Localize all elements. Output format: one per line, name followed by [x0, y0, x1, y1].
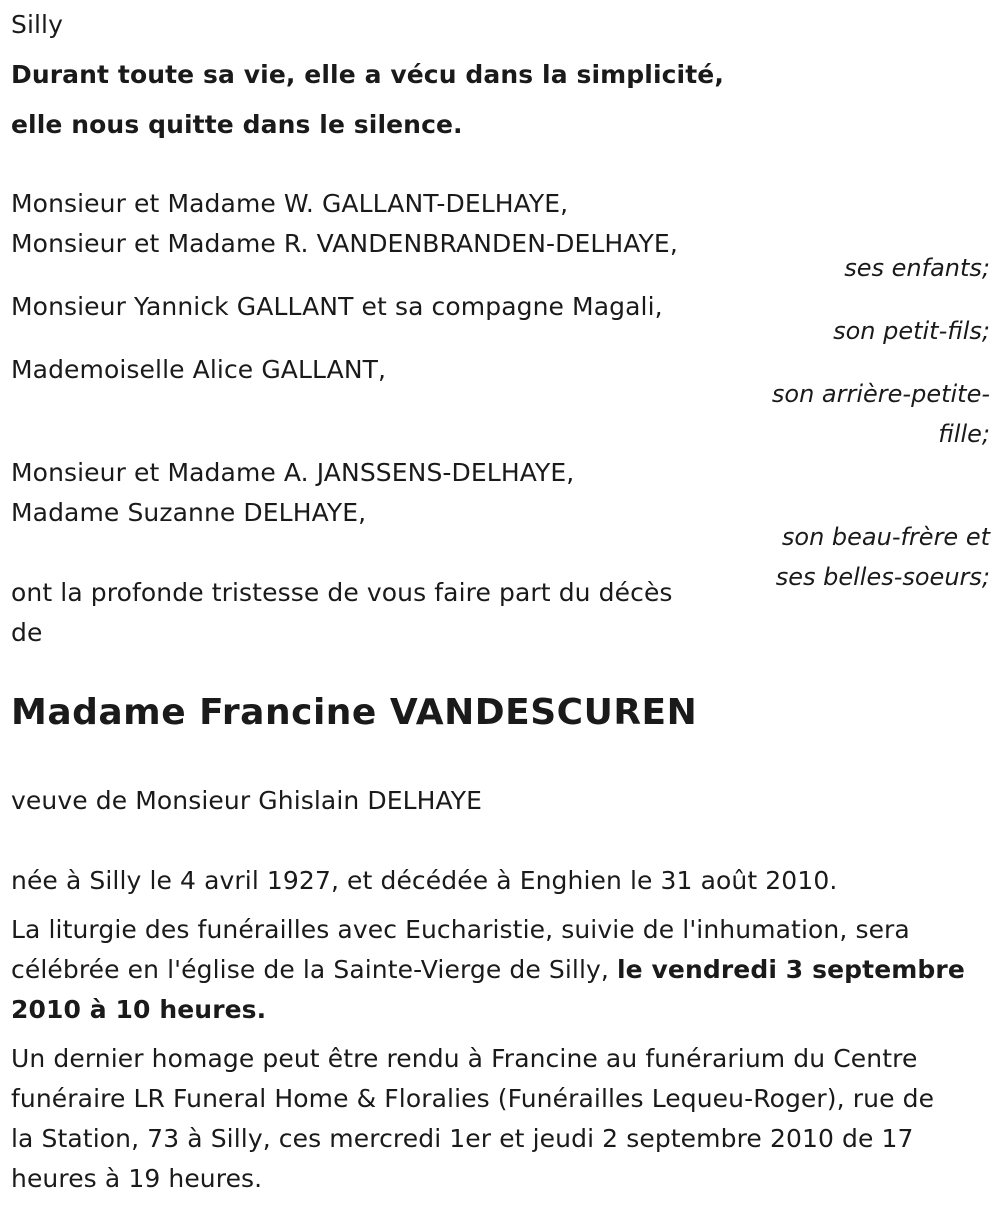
town-label: Silly: [11, 10, 64, 39]
children-role: ses enfants;: [844, 254, 990, 282]
liturgy-line-1: La liturgie des funérailles avec Eucharistie, suivie de l'inhumation, sera: [11, 915, 910, 944]
liturgy-line-2-regular: célébrée en l'église de la Sainte-Vierge de Silly,: [11, 955, 617, 984]
homage-line-1: Un dernier homage peut être rendu à Francine au funérarium du Centre: [11, 1044, 918, 1073]
birth-death: née à Silly le 4 avril 1927, et décédée à Enghien le 31 août 2010.: [11, 866, 838, 895]
announcement-line-1: ont la profonde tristesse de vous faire part du décès: [11, 578, 673, 607]
children-name-2: Monsieur et Madame R. VANDENBRANDEN-DELHAYE,: [11, 229, 678, 258]
in-laws-name-2: Madame Suzanne DELHAYE,: [11, 498, 367, 527]
grandson-name: Monsieur Yannick GALLANT et sa compagne Magali,: [11, 292, 663, 321]
quote-line-1: Durant toute sa vie, elle a vécu dans la simplicité,: [11, 60, 724, 89]
homage-line-2: funéraire LR Funeral Home & Floralies (Funérailles Lequeu-Roger), rue de: [11, 1084, 935, 1113]
liturgy-line-3: 2010 à 10 heures.: [11, 995, 267, 1024]
grandson-role: son petit-fils;: [833, 317, 990, 345]
homage-line-3: la Station, 73 à Silly, ces mercredi 1er et jeudi 2 septembre 2010 de 17: [11, 1124, 914, 1153]
liturgy-date-bold: le vendredi 3 septembre: [616, 955, 965, 984]
in-laws-name-1: Monsieur et Madame A. JANSSENS-DELHAYE,: [11, 458, 575, 487]
great-granddaughter-role-line-1: son arrière-petite-: [771, 380, 990, 408]
announcement-line-2: de: [11, 618, 43, 647]
great-granddaughter-name: Mademoiselle Alice GALLANT,: [11, 355, 387, 384]
in-laws-role-line-1: son beau-frère et: [781, 523, 990, 551]
quote-line-2: elle nous quitte dans le silence.: [11, 110, 463, 139]
widow-of: veuve de Monsieur Ghislain DELHAYE: [11, 786, 483, 815]
children-name-1: Monsieur et Madame W. GALLANT-DELHAYE,: [11, 189, 569, 218]
deceased-name: Madame Francine VANDESCUREN: [11, 692, 698, 733]
homage-line-4: heures à 19 heures.: [11, 1164, 263, 1193]
great-granddaughter-role-line-2: fille;: [938, 420, 990, 448]
liturgy-line-2: [11, 955, 965, 984]
in-laws-role-line-2: ses belles-soeurs;: [775, 563, 990, 591]
